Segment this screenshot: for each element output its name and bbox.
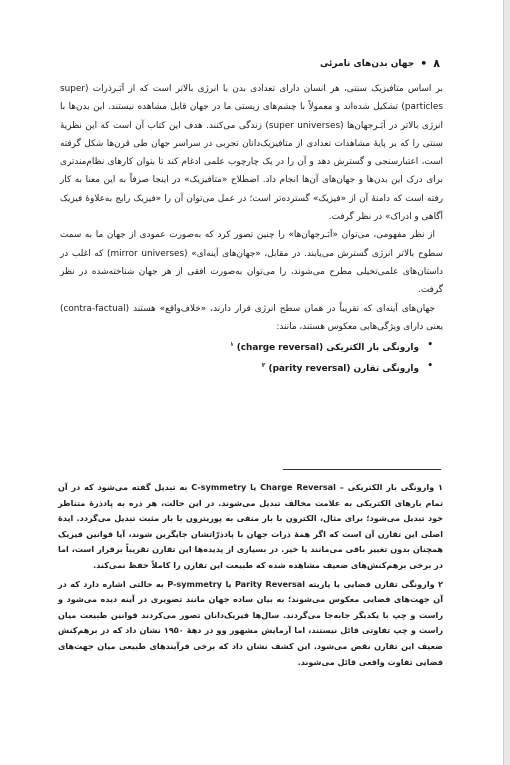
body-text <box>60 80 443 378</box>
footnote-ref[interactable]: ۲ <box>261 362 266 370</box>
footnote: ۱ وارونگی بار الکتریکی – Charge Reversal یا C-symmetry به تبدیل گفته می‌شود که در آن تمام بارهای الکتریکی به علامت مخالف تبدیل می‌شوند. در این حالت، هر ذره به پادذرهٔ متناظر خود تبدیل می‌شود؛ برای مثال، الکترون با بار منفی به پوزیترون با بار مثبت تبدیل می‌گردد. ایدهٔ اصلی این تقارن آن است که اگر همهٔ ذرات جهان با پادذرّاتشان جایگزین شوند، آیا قوانین فیزیک همچنان بدون تغییر باقی می‌مانند یا خیر. در بسیاری از پدیده‌ها این تقارن تقریباً برقرار است، اما در برخی برهم‌کنش‌های ضعیف مشاهده شده که طبیعت این تقارن را کاملاً حفظ نمی‌کند. <box>58 482 443 570</box>
list-item <box>60 357 419 378</box>
header-separator: • <box>420 57 428 70</box>
paragraph: از نظر مفهومی، می‌توان «اَبَـرجهان‌ها» را چنین تصور کرد که به‌صورت عمودی از جهان ما به سمت سطوح بالاتر انرژی گسترش می‌یابند. در مقابل، «جهان‌های آینه‌ای» (mirror universes) که اغلب در داستان‌های علمی‌تخیلی مطرح می‌شوند، را می‌توان به‌صورت افقی از هر جهان شناخته‌شده در نظر گرفت. <box>60 230 443 296</box>
running-header <box>60 57 440 70</box>
footnote-ref[interactable]: ۱ <box>229 341 234 349</box>
list-item-text: وارونگی بار الکتریکی (charge reversal) <box>236 343 419 354</box>
running-title: جهان بدن‌های نامرئی <box>319 58 415 69</box>
page-edge <box>503 0 510 765</box>
list-item-text: وارونگی تقارن (parity reversal) <box>268 364 419 375</box>
footnote: ۲ وارونگی تقارن فضایی یا پاریته Parity Reversal یا P-symmetry به حالتی اشاره دارد که در آن جهت‌های فضایی معکوس می‌شوند؛ به بیان ساده جهان مانند تصویری در آینه دیده می‌شود و راست و چپ با یکدیگر جابه‌جا می‌گردند. سال‌ها فیزیک‌دانان تصور می‌کردند قوانین طبیعت میان راست و چپ تفاوتی قائل نیستند، اما آزمایش مشهور وو در دههٔ ۱۹۵۰ نشان داد که در برهم‌کنش ضعیف این تقارن نقض می‌شود. این کشف نشان داد که برخی فرآیندهای طبیعی میان جهت‌های فضایی تفاوت واقعی قائل می‌شوند. <box>58 578 444 667</box>
paragraph: بر اساس متافیزیک سنتی، هر انسان دارای تعدادی بدن با انرژی بالاتر است که از اَبَـرذرات (super particles) تشکیل شده‌اند و معمولاً با چشم‌های زیستی ما در جهان قابل مشاهده نیستند. این بدن‌ها با انرژی بالاتر در اَبَـرجهان‌ها (super universes) زندگی می‌کنند. هدف این کتاب آن است که این نظریهٔ سنتی را که بر پایهٔ مشاهدات تعدادی از متافیزیک‌دانان تجربی در سراسر جهان طی قرن‌ها شکل گرفته است، اعتبارسنجی و گسترش دهد و آن را در یک چارچوب علمی ادغام کند تا بتوان کارهای نظام‌مندتری برای درک این بدن‌ها و جهان‌های آن‌ها انجام داد. اصطلاح «متافیزیک» در اینجا صرفاً به این معنا به کار رفته است که دامنهٔ آن از «فیزیک» گسترده‌تر است؛ در عمل می‌توان آن را «فیزیک رایج به‌علاوهٔ فیزیک آگاهی و ادراک» در نظر گرفت. <box>60 84 443 223</box>
footnotes <box>58 480 443 670</box>
reversal-list <box>60 336 443 378</box>
paragraph: جهان‌های آینه‌ای که تقریباً در همان سطح انرژی قرار دارند، «خلاف‌واقع» هستند (contra-factual) یعنی دارای ویژگی‌هایی معکوس هستند، مانند: <box>60 303 443 332</box>
list-item <box>60 336 419 357</box>
footnote-divider <box>283 469 441 470</box>
page-number: ۸ <box>433 57 440 70</box>
